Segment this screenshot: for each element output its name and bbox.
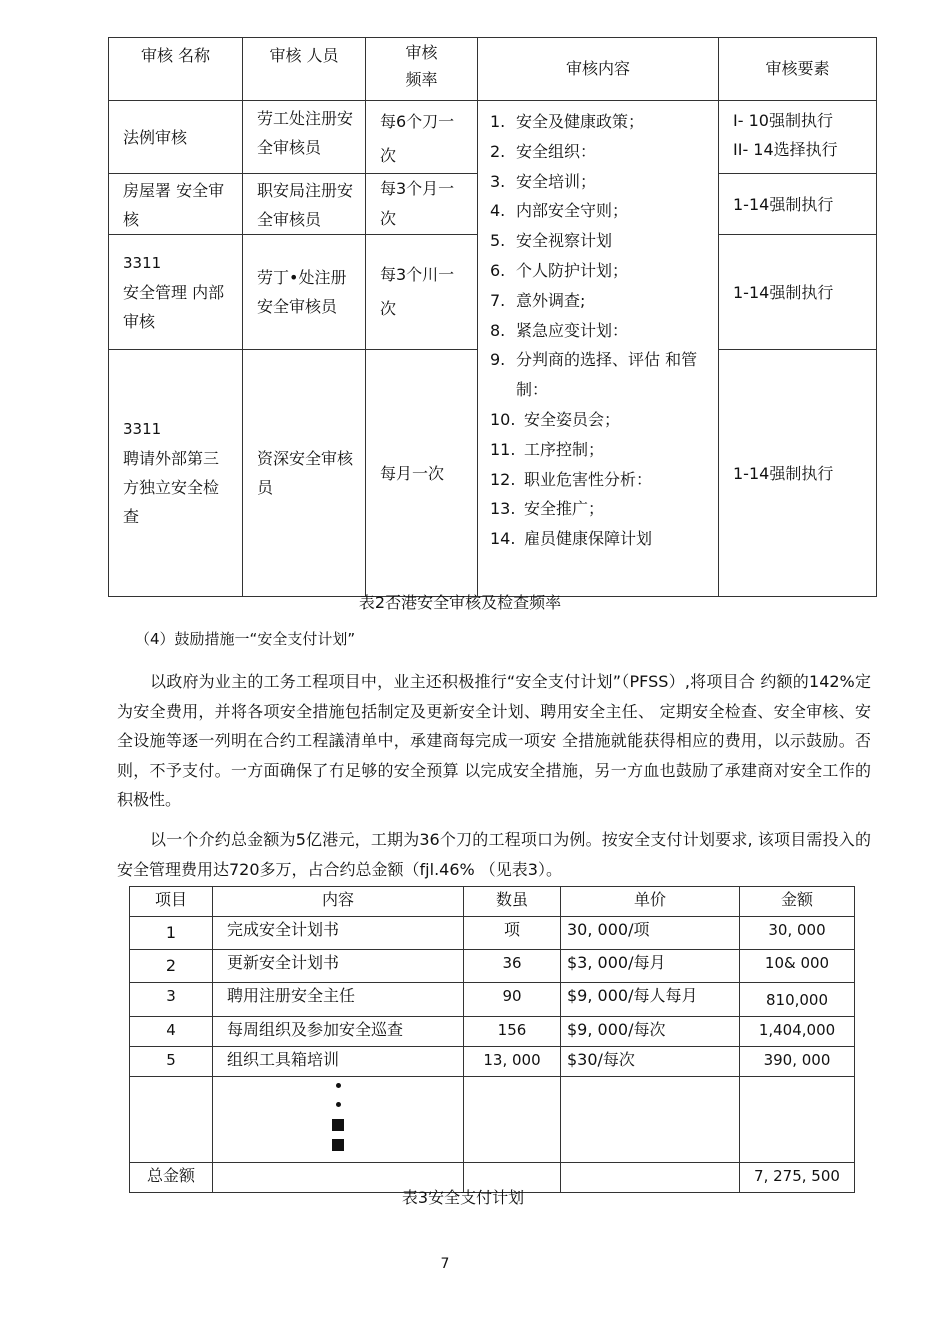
item-unit-price: $30/每次 [561, 1047, 740, 1077]
item-number: 1. [490, 112, 506, 131]
audit-content-list [478, 101, 718, 554]
item-text: 紧急应变计划： [516, 320, 629, 340]
elements-cell [719, 235, 877, 350]
item-number: 2 [130, 950, 213, 983]
audit-content-item [490, 226, 710, 256]
item-text: 职业危害性分析： [524, 469, 653, 489]
elements-cell [719, 350, 877, 597]
frequency-cell [366, 174, 478, 235]
item-number: 13. [490, 499, 516, 519]
table-row [109, 101, 877, 174]
square-marker-icon [332, 1139, 344, 1151]
auditor-cell [243, 174, 366, 235]
table-row [130, 983, 855, 1017]
audit-content-item [490, 196, 710, 226]
item-text: 安全组织： [516, 141, 597, 161]
item-content: 完成安全计划书 [213, 917, 464, 950]
audit-code: 3311 [123, 420, 162, 438]
auditor: 职安局注册安全审核员 [257, 181, 354, 229]
frequency-cell [366, 101, 478, 174]
element-line: I- 10强制执行 [733, 111, 833, 130]
header-frequency [366, 38, 478, 101]
item-amount: 10& 000 [740, 950, 855, 983]
item-quantity: 156 [464, 1017, 561, 1047]
table-row [130, 1047, 855, 1077]
item-text: 安全视察计划 [516, 231, 613, 251]
audit-code: 3311 [123, 253, 162, 272]
table-row [130, 917, 855, 950]
square-marker-icon [332, 1119, 344, 1131]
item-number: 5. [490, 231, 506, 251]
audit-content-item [490, 167, 710, 197]
item-number: 4. [490, 201, 506, 221]
header-content: 内容 [213, 887, 464, 917]
table2-caption: 表2否港安全审核及检查频率 [358, 593, 562, 612]
header-frequency-line1: 审核 [405, 43, 438, 62]
audit-content-item [490, 256, 710, 286]
item-unit-price: $9, 000/每人每月 [561, 983, 740, 1017]
audit-name: 聘请外部第三方独立安全检查 [123, 449, 220, 526]
item-quantity: 项 [464, 917, 561, 950]
header-unit-price: 单价 [561, 887, 740, 917]
element-line: 1-14强制执行 [733, 282, 834, 302]
item-number: 8. [490, 320, 506, 340]
audit-content-item [490, 435, 710, 465]
audit-name-cell [109, 101, 243, 174]
auditor: 劳工处注册安全审核员 [257, 109, 354, 157]
audit-name-cell [109, 235, 243, 350]
audit-content-item [490, 345, 710, 405]
table-row [130, 950, 855, 983]
audit-content-item [490, 465, 710, 495]
item-amount: 1,404,000 [740, 1017, 855, 1047]
item-amount: 30, 000 [740, 917, 855, 950]
audit-content-item [490, 524, 710, 554]
item-quantity: 90 [464, 983, 561, 1017]
item-number: 9. [490, 350, 506, 370]
item-number: 7. [490, 290, 506, 310]
item-text: 分判商的选择、评估 和管制： [516, 350, 698, 400]
item-number: 2. [490, 141, 506, 161]
audit-content-cell [478, 101, 719, 597]
audit-content-item [490, 405, 710, 435]
item-text: 内部安全守则； [516, 201, 629, 221]
header-item: 项目 [130, 887, 213, 917]
item-quantity: 13, 000 [464, 1047, 561, 1077]
audit-content-item [490, 316, 710, 346]
elements-cell [719, 174, 877, 235]
header-amount: 金额 [740, 887, 855, 917]
audit-content-item [490, 137, 710, 167]
header-auditor: 审核 人员 [243, 38, 366, 101]
item-text: 安全姿员会； [524, 409, 621, 429]
item-unit-price: $9, 000/每次 [561, 1017, 740, 1047]
continuation-marks [213, 1077, 464, 1163]
header-quantity: 数虽 [464, 887, 561, 917]
table-header-row [109, 38, 877, 101]
item-number: 5 [130, 1047, 213, 1077]
item-content: 组织工具箱培训 [213, 1047, 464, 1077]
item-number: 6. [490, 260, 506, 280]
frequency: 每3个月一次 [380, 179, 455, 228]
item-text: 安全及健康政策； [516, 112, 645, 131]
item-text: 安全培训； [516, 171, 597, 191]
item-number: 3. [490, 171, 506, 191]
element-line: 1-14强制执行 [733, 194, 834, 214]
table-header-row [130, 887, 855, 917]
page-number: 7 [440, 1256, 450, 1272]
table3-caption: 表3安全支付计划 [401, 1188, 525, 1207]
audit-name: 房屋署 安全审核 [123, 181, 225, 229]
section-heading: （4）鼓励措施一“安全支付计划” [135, 630, 356, 648]
item-amount: 810,000 [740, 983, 855, 1017]
audit-content-item [490, 107, 710, 137]
auditor: 劳丁•处注册安全审核员 [257, 268, 347, 316]
table-row-continuation [130, 1077, 855, 1163]
header-elements: 审核要素 [719, 38, 877, 101]
frequency: 每6个刀一次 [380, 112, 455, 165]
elements-list [719, 101, 876, 164]
frequency-cell [366, 235, 478, 350]
audit-name-cell [109, 350, 243, 597]
item-unit-price: $3, 000/每月 [561, 950, 740, 983]
elements-cell [719, 101, 877, 174]
header-audit-name: 审核 名称 [109, 38, 243, 101]
item-content: 每周组织及参加安全巡查 [213, 1017, 464, 1047]
frequency: 每月一次 [380, 463, 445, 483]
item-number: 4 [130, 1017, 213, 1047]
paragraph-2: 以一个介约总金额为5亿港元，工期为36个刀的工程项口为例。按安全支付计划要求, 该项目需投入的安全管理费用达720多万，占合约总金额（fjl.46% （见表3）。 [117, 830, 871, 879]
bullet-dot-icon [336, 1102, 341, 1107]
element-line: II- 14选择执行 [733, 140, 838, 159]
header-content: 审核内容 [478, 38, 719, 101]
bullet-dot-icon [336, 1083, 341, 1088]
item-number: 11. [490, 439, 516, 459]
auditor-cell [243, 235, 366, 350]
item-number: 14. [490, 529, 516, 549]
frequency: 每3个川一次 [380, 265, 455, 318]
table-row [130, 1017, 855, 1047]
auditor-cell [243, 101, 366, 174]
item-text: 工序控制； [524, 439, 605, 459]
audit-name: 法例审核 [123, 127, 188, 147]
item-text: 雇员健康保障计划 [524, 529, 653, 549]
audit-content-item [490, 494, 710, 524]
total-label: 总金额 [130, 1163, 213, 1193]
item-content: 更新安全计划书 [213, 950, 464, 983]
item-quantity: 36 [464, 950, 561, 983]
total-amount: 7, 275, 500 [740, 1163, 855, 1193]
paragraph-1: 以政府为业主的工务工程项目中，业主还积极推行“安全支付计划”（PFSS）,将项目合 约额的142%定为安全费用，并将各项安全措施包括制定及更新安全计划、聘用安全主任、 定期安全检查、安全审核、安全设施等逐一列明在合约工程議清单中，承建商每完成一项安 全措施就能获得相应的费用，以示鼓励。否则，不予支付。一方面确保了冇足够的安全预算 以完成安全措施，另一方血也鼓励了承建商对安全工作的积极性。 [117, 672, 871, 809]
audit-frequency-table [108, 37, 877, 597]
audit-name-cell [109, 174, 243, 235]
item-text: 意外调查; [516, 290, 586, 310]
element-line: 1-14强制执行 [733, 463, 834, 483]
item-number: 1 [130, 917, 213, 950]
auditor-cell [243, 350, 366, 597]
item-number: 3 [130, 983, 213, 1017]
item-number: 12. [490, 469, 516, 489]
safety-payment-table [129, 886, 855, 1193]
audit-content-item [490, 286, 710, 316]
item-number: 10. [490, 409, 516, 429]
item-text: 安全推广； [524, 499, 605, 519]
item-text: 个人防护计划； [516, 260, 629, 280]
header-frequency-line2: 频率 [405, 70, 438, 89]
auditor: 资深安全审核员 [257, 449, 354, 497]
item-amount: 390, 000 [740, 1047, 855, 1077]
item-content: 聘用注册安全主任 [213, 983, 464, 1017]
frequency-cell [366, 350, 478, 597]
audit-name: 安全管理 内部审核 [123, 282, 225, 331]
item-unit-price: 30, 000/项 [561, 917, 740, 950]
